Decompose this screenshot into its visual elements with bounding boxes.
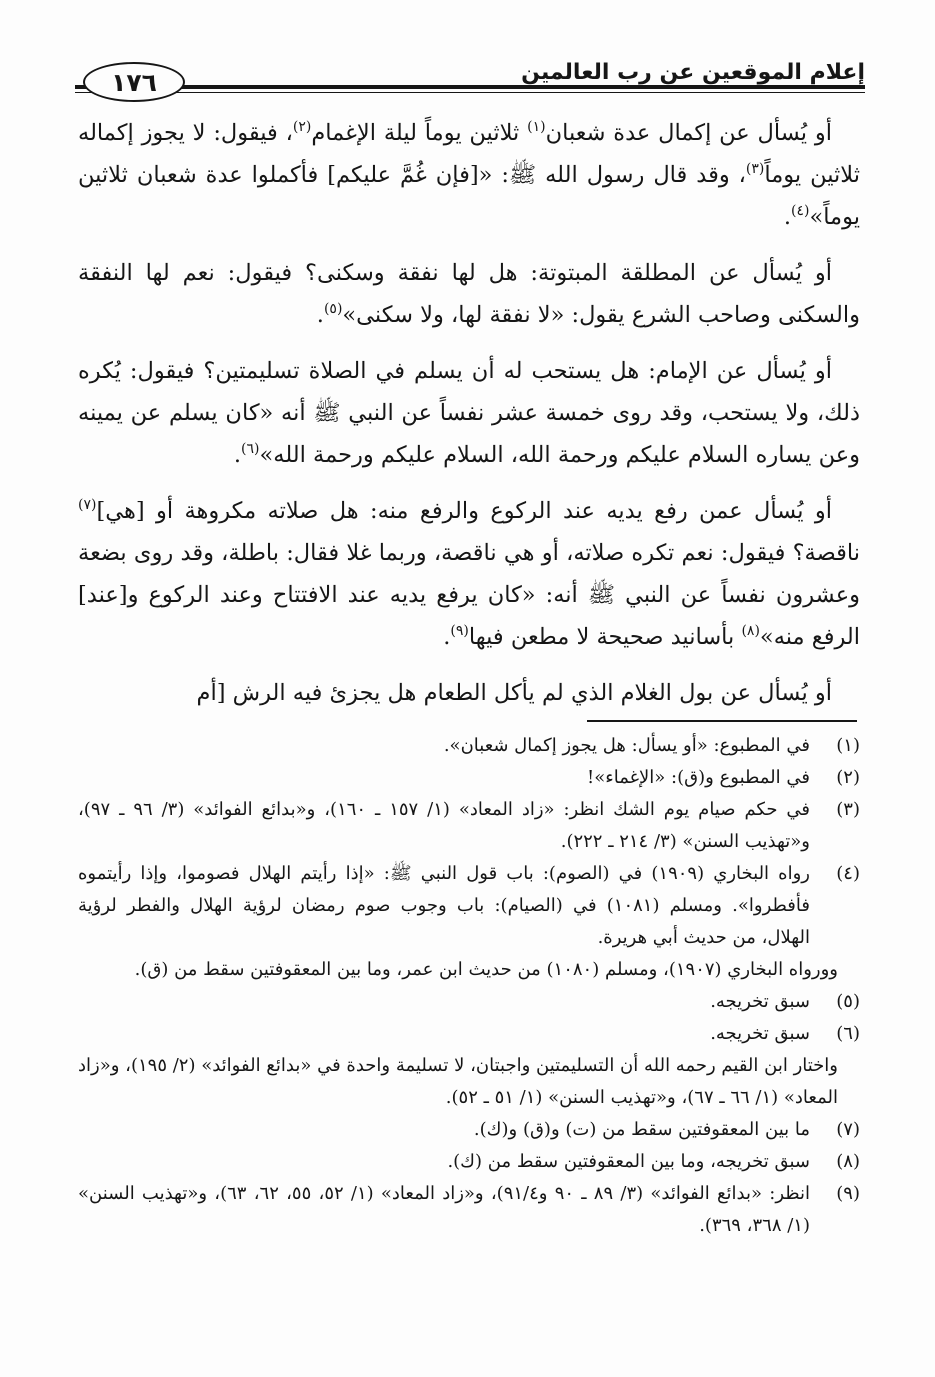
footnote-text: في المطبوع و(ق): «الإغماء»! — [587, 767, 810, 788]
footnote-text: سبق تخريجه. — [710, 1023, 810, 1044]
footnote-text: في حكم صيام يوم الشك انظر: «زاد المعاد» (١/ ١٥٧ ـ ١٦٠)، و«بدائع الفوائد» (٣/ ٩٦ ـ ٩٧)، و«تهذيب السنن» (٣/ ٢١٤ ـ ٢٢٢). — [78, 799, 811, 852]
paragraph-text: بأسانيد صحيحة لا مطعن فيها — [468, 624, 742, 650]
paragraph-text: ثلاثين يوماً ليلة الإغمام — [311, 120, 528, 146]
header-rule-thick — [75, 85, 865, 89]
paragraph-text: أو يُسأل عن الإمام: هل يستحب له أن يسلم في الصلاة تسليمتين؟ فيقول: يُكره ذلك، ولا يستحب، وقد روى خمسة عشر نفساً عن النبي ﷺ أنه «كان يسلم عن يمينه وعن يساره السلام عليكم ورحمة الله، السلام عليكم ورحمة الله» — [78, 358, 860, 468]
footnote-number: (٧) — [836, 1119, 860, 1140]
footnote — [78, 730, 860, 762]
paragraph-text: . — [233, 442, 242, 468]
footnote-number: (٨) — [836, 1151, 860, 1172]
footnote-number: (٩) — [836, 1183, 860, 1204]
page-header — [75, 52, 865, 102]
footnote-text: في المطبوع: «أو يسأل: هل يجوز إكمال شعبان». — [443, 735, 810, 756]
footnote-marker: (٦) — [241, 441, 260, 457]
footnote-number: (٢) — [836, 767, 860, 788]
paragraph — [78, 112, 860, 238]
paragraph-text: أو يُسأل عمن رفع يديه عند الركوع والرفع منه: هل صلاته مكروهة أو [هي] — [96, 498, 832, 524]
running-title: إعلام الموقعين عن رب العالمين — [521, 60, 865, 85]
footnote-marker: (٣) — [745, 161, 765, 177]
footnote — [78, 1146, 860, 1178]
footnote-marker: (٨) — [741, 623, 760, 639]
paragraph-text: . — [316, 302, 324, 328]
paragraph-text: أو يُسأل عن بول الغلام الذي لم يأكل الطعام هل يجزئ فيه الرش [أم — [196, 680, 832, 706]
footnote-text: ما بين المعقوفتين سقط من (ت) و(ق) و(ك). — [473, 1119, 810, 1140]
paragraph-text: ، فيقول: لا يجوز إكماله ثلاثين يوماً — [78, 120, 860, 188]
main-text — [78, 112, 860, 714]
paragraph-text: ناقصة؟ فيقول: نعم تكره صلاته، أو هي ناقصة، وربما غلا فقال: باطلة، وقد روى بضعة وعشرون نفساً عن النبي ﷺ أنه: «كان يرفع يديه عند الافتتاح وعند الركوع و[عند] الرفع منه» — [78, 540, 860, 650]
footnote-separator — [587, 720, 857, 722]
footnote-marker: (٥) — [323, 301, 343, 317]
footnote-text: سبق تخريجه. — [710, 991, 810, 1012]
paragraph — [78, 252, 860, 336]
paragraph-text: أو يُسأل عن المطلقة المبتوتة: هل لها نفقة وسكنى؟ فيقول: نعم لها النفقة والسكنى وصاحب الشرع يقول: «لا نفقة لها، ولا سكنى» — [78, 260, 860, 328]
footnote-continuation: واختار ابن القيم رحمه الله أن التسليمتين واجبتان، لا تسليمة واحدة في «بدائع الفوائد» (٢/ ١٩٥)، و«زاد المعاد» (١/ ٦٦ ـ ٦٧)، و«تهذيب السنن» (١/ ٥١ ـ ٥٢). — [78, 1055, 838, 1108]
footnote-text: انظر: «بدائع الفوائد» (٣/ ٨٩ ـ ٩٠ و٩١/٤)، و«زاد المعاد» (١/ ٥٢، ٥٥، ٦٢، ٦٣)، و«تهذيب السنن» (١/ ٣٦٨، ٣٦٩). — [78, 1183, 811, 1236]
footnote-marker: (١) — [527, 119, 546, 135]
footnote — [78, 986, 860, 1018]
footnote — [78, 794, 860, 858]
paragraph — [78, 672, 860, 714]
footnote — [78, 762, 860, 794]
paragraph-text: أو يُسأل عن إكمال عدة شعبان — [545, 120, 832, 146]
paragraph — [78, 350, 860, 476]
footnote-text: سبق تخريجه، وما بين المعقوفتين سقط من (ك). — [447, 1151, 810, 1172]
footnote-number: (٦) — [836, 1023, 860, 1044]
footnote — [78, 1018, 860, 1050]
footnote-marker: (٧) — [78, 497, 97, 513]
page-number: ١٧٦ — [83, 62, 185, 102]
paragraph — [78, 490, 860, 658]
footnote — [78, 1114, 860, 1146]
footnote-marker: (٩) — [450, 623, 469, 639]
paragraph-text: ، وقد قال رسول الله ﷺ: «[فإن غُمَّ عليكم] فأكملوا عدة شعبان ثلاثين يوماً» — [78, 162, 860, 230]
paragraph-text: . — [783, 204, 791, 230]
footnote — [78, 858, 860, 954]
header-rule-thin — [75, 92, 865, 93]
footnotes — [78, 730, 860, 1242]
footnote — [78, 1178, 860, 1242]
footnote-marker: (٤) — [790, 203, 810, 219]
footnote-text: رواه البخاري (١٩٠٩) في (الصوم): باب قول النبي ﷺ: «إذا رأيتم الهلال فصوموا، وإذا رأيتموه فأفطروا». ومسلم (١٠٨١) في (الصيام): باب وجوب صوم رمضان لرؤية الهلال والفطر لرؤية الهلال، من حديث أبي هريرة. — [78, 863, 810, 948]
paragraph-text: . — [443, 624, 451, 650]
footnote-number: (٣) — [836, 799, 860, 820]
footnote-continuation: وورواه البخاري (١٩٠٧)، ومسلم (١٠٨٠) من حديث ابن عمر، وما بين المعقوفتين سقط من (ق). — [134, 959, 838, 980]
footnote-number: (٤) — [836, 863, 860, 884]
footnote-number: (٥) — [836, 991, 860, 1012]
footnote-number: (١) — [836, 735, 860, 756]
footnote-marker: (٢) — [292, 119, 312, 135]
